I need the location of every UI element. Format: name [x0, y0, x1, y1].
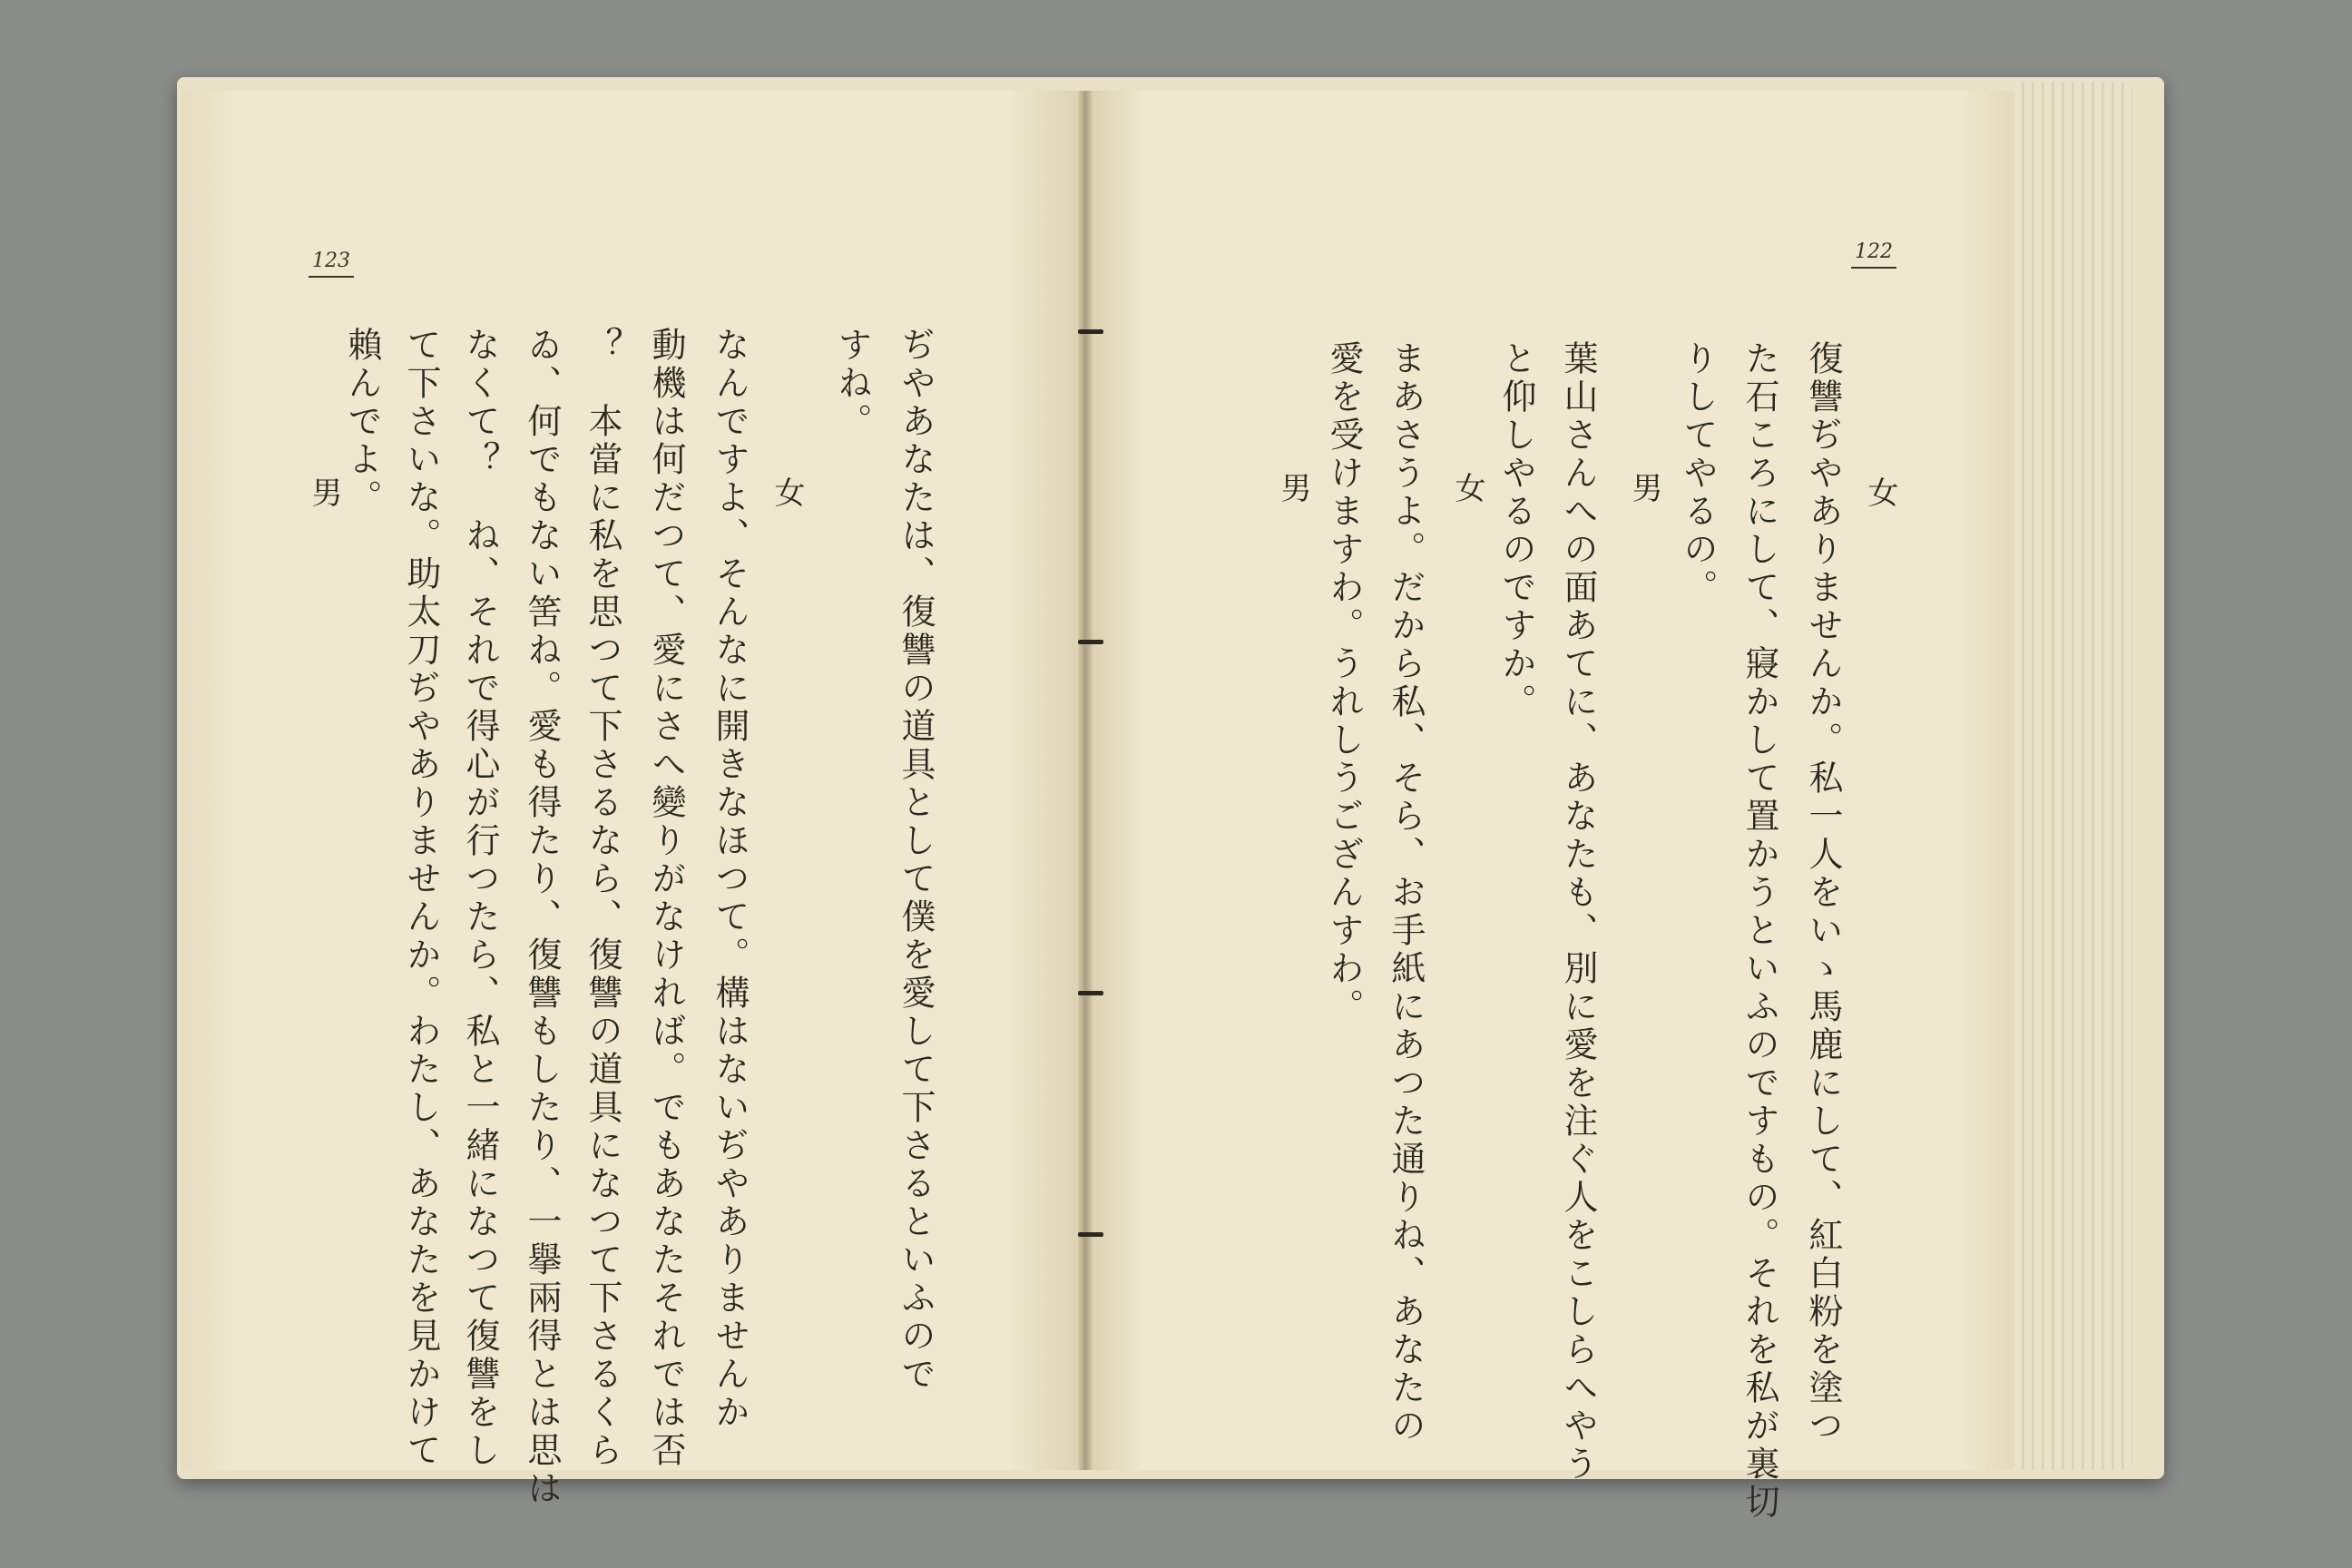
- text-column: すね。: [832, 327, 872, 441]
- text-column: 復讐ぢやありませんか。私一人をいゝ馬鹿にして、紅白粉を塗つ: [1803, 340, 1843, 1446]
- binding-stitch: [1078, 329, 1103, 334]
- speaker-label: 女: [769, 476, 805, 511]
- speaker-label: 女: [1862, 476, 1898, 511]
- text-column: なんですよ、そんなに開きなほつて。構はないぢやありませんか: [710, 327, 750, 1432]
- binding-stitch: [1078, 1232, 1103, 1237]
- text-column: なくて？ ね、それで得心が行つたら、私と一緒になつて復讐をし: [460, 327, 500, 1470]
- text-column: た石ころにして、寢かして置かうといふのですもの。それを私が裏切: [1740, 340, 1779, 1522]
- text-column: ゐ、何でもない筈ね。愛も得たり、復讐もしたり、一擧兩得とは思は: [522, 327, 562, 1508]
- text-column: 葉山さんへの面あてに、あなたも、別に愛を注ぐ人をこしらへやう: [1558, 340, 1598, 1484]
- text-column: 動機は何だつて、愛にさへ變りがなければ。でもあなたそれでは否: [646, 327, 686, 1470]
- page-edges: [2014, 82, 2132, 1470]
- page-number-right: 122: [1851, 240, 1896, 269]
- left-page: [181, 91, 1080, 1470]
- text-column: 賴んでよ。: [342, 327, 382, 517]
- page-number-left: 123: [309, 250, 354, 278]
- text-column: まあさうよ。だから私、そら、お手紙にあつた通りね、あなたの: [1386, 340, 1426, 1446]
- text-column: と仰しやるのですか。: [1496, 340, 1536, 721]
- speaker-label: 男: [1626, 472, 1662, 506]
- text-column: て下さいな。助太刀ぢやありませんか。わたし、あなたを見かけて: [401, 327, 441, 1470]
- text-column: りしてやるの。: [1678, 340, 1718, 607]
- text-column: ？ 本當に私を思つて下さるなら、復讐の道具になつて下さるくら: [583, 327, 622, 1470]
- binding-stitch: [1078, 991, 1103, 995]
- binding-stitch: [1078, 640, 1103, 644]
- gutter: [1078, 91, 1093, 1470]
- speaker-label: 男: [1275, 472, 1311, 506]
- text-column: 愛を受けますわ。うれしうござんすわ。: [1324, 340, 1364, 1026]
- text-column: ぢやあなたは、復讐の道具として僕を愛して下さるといふので: [896, 327, 936, 1394]
- speaker-label: 男: [306, 476, 342, 511]
- right-page: [1089, 91, 2014, 1470]
- speaker-label: 女: [1449, 472, 1485, 506]
